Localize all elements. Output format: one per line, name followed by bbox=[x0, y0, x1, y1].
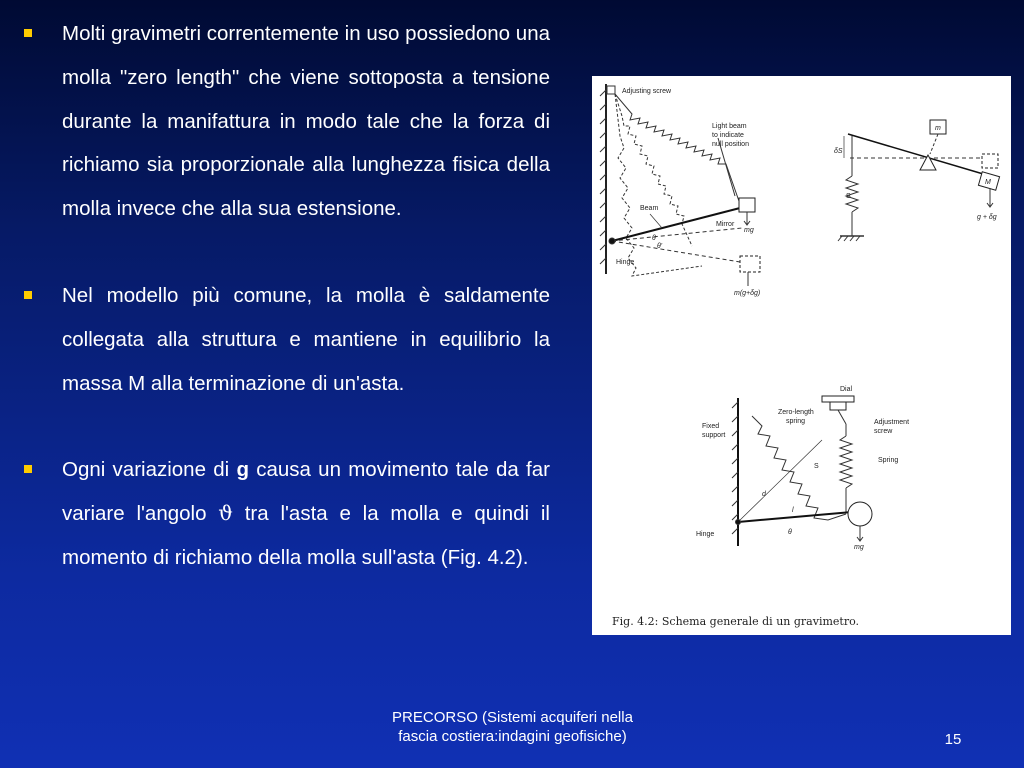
bullet-text: Molti gravimetri correntemente in uso possiedono una molla "zero length" che viene sottoposta a tensione durante la manifattura in modo tale che la forza di richiamo sia proporzionale alla lunghezza fisica della molla invece che alla sua estensione. bbox=[62, 22, 550, 221]
d-dimension-line bbox=[738, 440, 822, 522]
mass-box-displaced bbox=[740, 256, 760, 272]
rod bbox=[738, 512, 852, 522]
label-hinge-top: Hinge bbox=[616, 259, 635, 266]
footer-course-title bbox=[340, 708, 685, 746]
figure-caption: Fig. 4.2: Schema generale di un gravimetro. bbox=[612, 615, 860, 628]
label-fixed: Fixed bbox=[702, 423, 720, 430]
label-mg-bottom: mg bbox=[854, 544, 864, 551]
bullet-square-icon bbox=[24, 29, 32, 37]
label-mg: mg bbox=[744, 227, 754, 234]
label-beam: Beam bbox=[640, 205, 659, 212]
bullet-list bbox=[22, 12, 550, 580]
label-hinge-bottom: Hinge bbox=[696, 531, 715, 538]
label-null-position: null position bbox=[712, 141, 749, 148]
label-mirror: Mirror bbox=[716, 221, 735, 228]
vertical-spring bbox=[840, 436, 852, 488]
m-connector bbox=[930, 134, 938, 154]
hinge-point bbox=[609, 238, 615, 244]
adjusting-screw-box bbox=[607, 86, 615, 94]
bullet-item-zero-length bbox=[22, 12, 550, 231]
label-dial: Dial bbox=[840, 386, 853, 393]
bullet-text-bold-g: g bbox=[236, 458, 249, 482]
footer-line-1: PRECORSO (Sistemi acquiferi nella bbox=[392, 709, 633, 726]
diagram-zero-length-spring bbox=[696, 386, 909, 551]
label-d: d bbox=[762, 491, 766, 498]
bullet-text: Nel modello più comune, la molla è saldamente collegata alla struttura e mantiene in equilibrio la massa M alla terminazione di un'asta. bbox=[62, 283, 550, 395]
label-theta-prime: θ' bbox=[657, 243, 663, 250]
adjustment-screw-line bbox=[838, 410, 846, 424]
bullet-item-variation bbox=[22, 448, 550, 579]
bullet-text-start: Ogni variazione di bbox=[62, 458, 237, 482]
diagram-balance bbox=[834, 120, 1000, 241]
label-adjustment: Adjustment bbox=[874, 419, 910, 426]
label-g-dg: g + δg bbox=[977, 214, 997, 221]
mass-sphere bbox=[848, 502, 872, 526]
label-m-g-dg: m(g+δg) bbox=[734, 290, 761, 297]
label-to-indicate: to indicate bbox=[712, 132, 744, 139]
bullet-text-end: tra l'asta e la molla e quindi il momento di richiamo della molla sull'asta (Fig. 4.2). bbox=[62, 502, 550, 569]
mass-M-box-null bbox=[982, 154, 998, 168]
label-spring: Spring bbox=[878, 457, 899, 464]
bullet-square-icon bbox=[24, 465, 32, 473]
dial-body bbox=[830, 402, 846, 410]
hinge-bottom-point bbox=[736, 520, 741, 525]
gravimeter-figure bbox=[592, 76, 1011, 635]
label-adjusting-screw: Adjusting screw bbox=[622, 88, 672, 95]
label-ds: δS bbox=[834, 148, 843, 155]
theta-symbol: ϑ bbox=[218, 501, 233, 526]
label-theta: θ bbox=[652, 235, 656, 242]
label-l: l bbox=[792, 507, 794, 514]
label-s-top: S bbox=[846, 193, 851, 200]
bullet-text-middle: causa un movimento tale da far variare l'angolo bbox=[62, 458, 550, 526]
bullet-item-common-model bbox=[22, 274, 550, 405]
label-M: M bbox=[985, 179, 991, 186]
label-theta-bottom: θ bbox=[788, 529, 792, 536]
diagram-lever-spring bbox=[600, 84, 760, 297]
page-number: 15 bbox=[944, 731, 962, 748]
beam-null bbox=[612, 228, 742, 241]
label-screw: screw bbox=[874, 428, 893, 435]
label-light-beam: Light beam bbox=[712, 123, 747, 130]
label-s-bottom: S bbox=[814, 463, 819, 470]
zero-length-spring bbox=[752, 416, 846, 520]
beam-pointer bbox=[650, 214, 662, 228]
label-zero-length: Zero-length bbox=[778, 409, 814, 416]
mass-box bbox=[739, 198, 755, 212]
fulcrum bbox=[920, 155, 936, 170]
balance-bar bbox=[848, 134, 990, 176]
label-zero-spring: spring bbox=[786, 418, 806, 425]
label-support: support bbox=[702, 432, 726, 439]
footer-line-2: fascia costiera:indagini geofisiche) bbox=[398, 728, 627, 745]
bullet-square-icon bbox=[24, 291, 32, 299]
dial-top bbox=[822, 396, 854, 402]
label-m: m bbox=[935, 125, 941, 132]
